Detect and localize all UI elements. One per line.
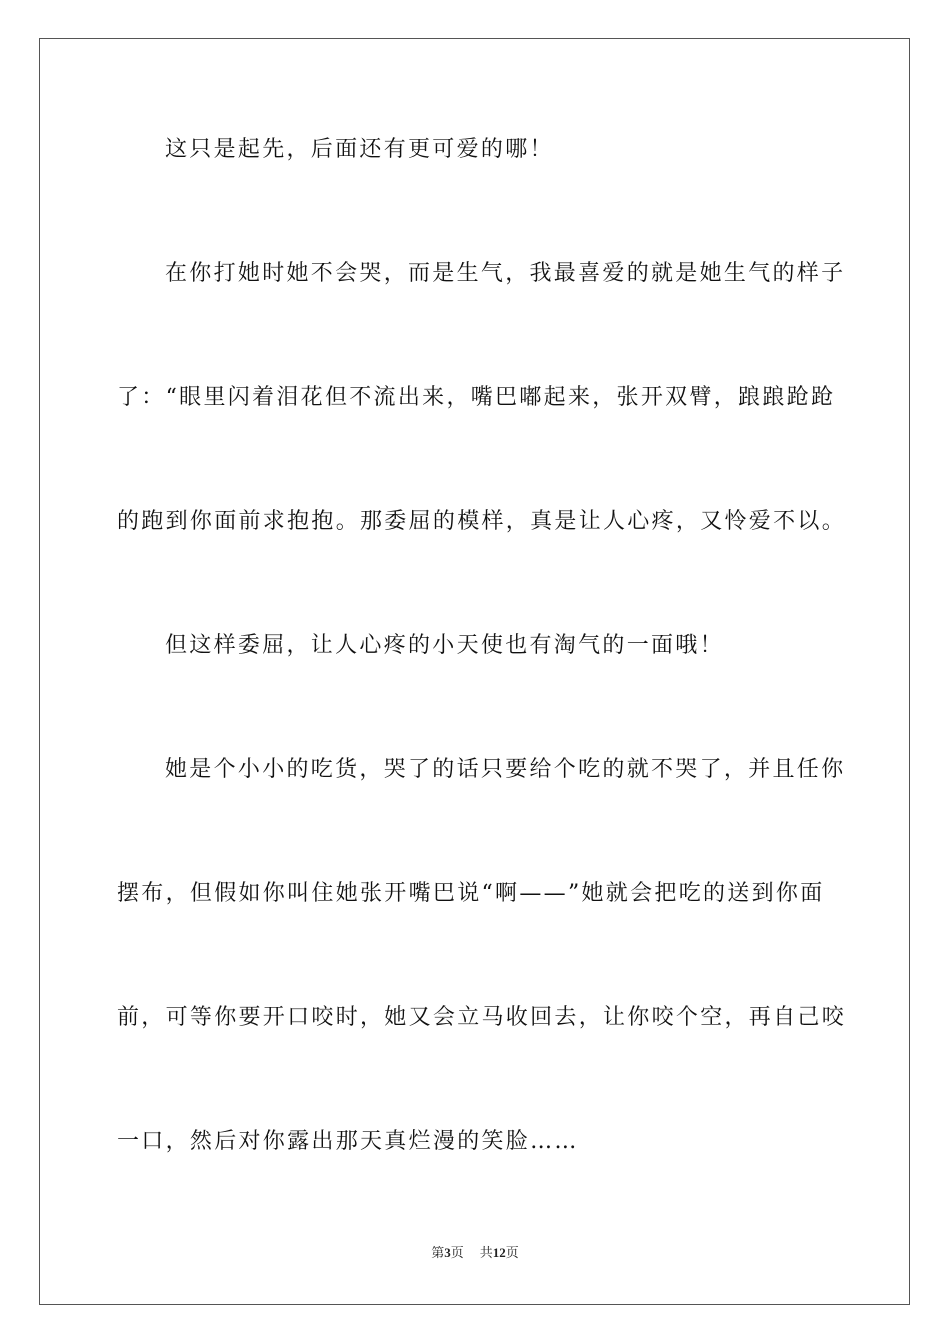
paragraph-line: 她是个小小的吃货，哭了的话只要给个吃的就不哭了，并且任你 — [165, 757, 846, 782]
page-number: 3 — [444, 1245, 451, 1260]
page-prefix: 第 — [431, 1245, 445, 1260]
paragraph-line: 但这样委屈，让人心疼的小天使也有淘气的一面哦！ — [165, 633, 724, 658]
paragraph-line: 一口，然后对你露出那天真烂漫的笑脸…… — [117, 1129, 579, 1154]
paragraph-line: 在你打她时她不会哭，而是生气，我最喜爱的就是她生气的样子 — [165, 261, 846, 286]
page-suffix: 页 — [450, 1245, 464, 1260]
total-suffix: 页 — [505, 1245, 519, 1260]
paragraph-line: 了：“眼里闪着泪花但不流出来，嘴巴嘟起来，张开双臂，踉踉跄跄 — [117, 385, 836, 410]
paragraph-line: 的跑到你面前求抱抱。那委屈的模样，真是让人心疼，又怜爱不以。 — [117, 509, 847, 534]
total-pages: 12 — [492, 1245, 506, 1260]
paragraph-line: 前，可等你要开口咬时，她又会立马收回去，让你咬个空，再自己咬 — [117, 1005, 847, 1030]
page-footer — [0, 1244, 950, 1262]
paragraph-line: 摆布，但假如你叫住她张开嘴巴说“啊——”她就会把吃的送到你面 — [117, 881, 825, 906]
page-frame — [39, 38, 910, 1305]
total-prefix: 共 — [479, 1245, 493, 1260]
paragraph-line: 这只是起先，后面还有更可爱的哪！ — [165, 137, 554, 162]
